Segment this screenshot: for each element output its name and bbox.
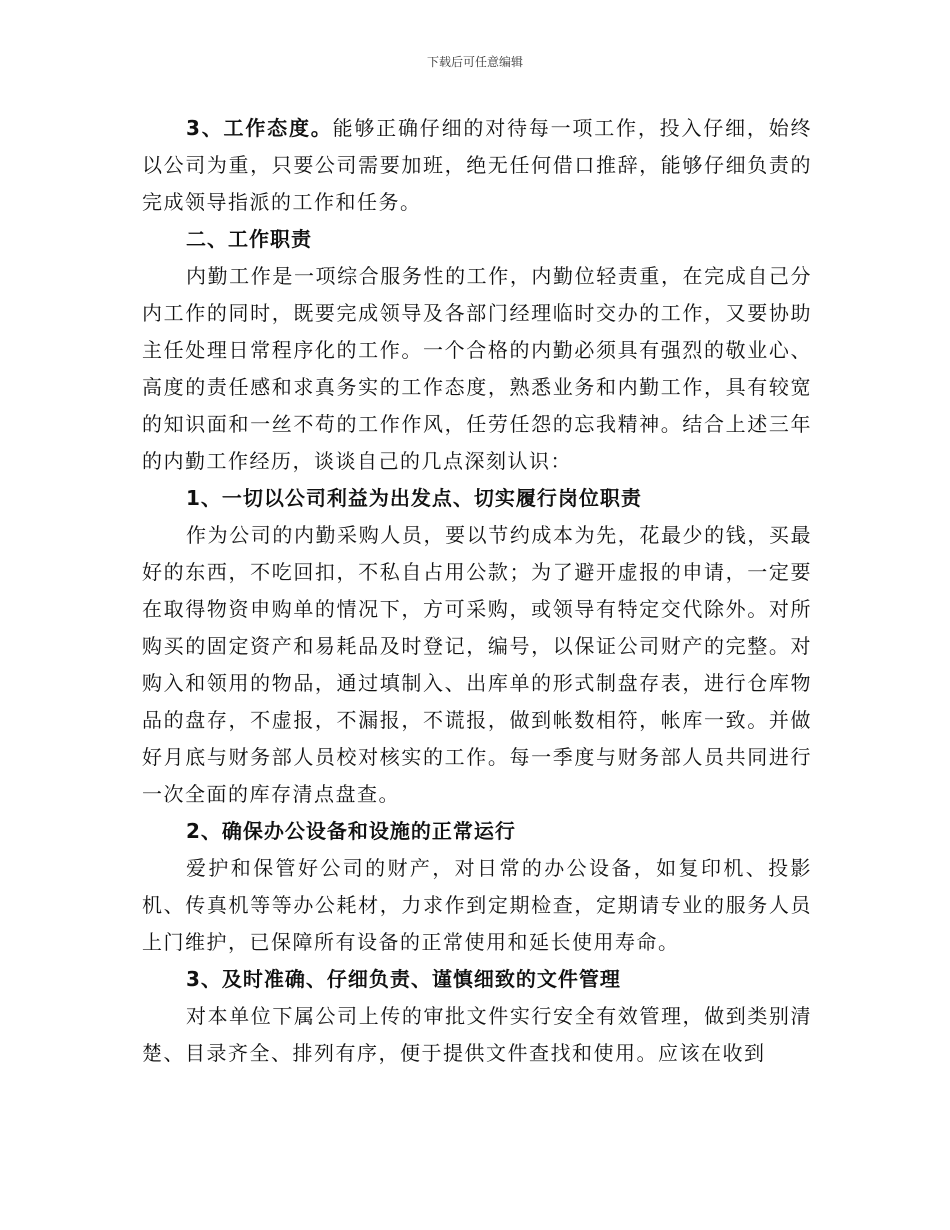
- paragraph-text: 能够正确仔细的对待每一项工作，投入仔细，始终以公司为重，只要公司需要加班，绝无任何借口推辞，能够仔细负责的完成领导指派的工作和任务。: [142, 116, 812, 214]
- subsection-heading: 3、及时准确、仔细负责、谨慎细致的文件管理: [186, 967, 621, 991]
- paragraph: 对本单位下属公司上传的审批文件实行安全有效管理，做到类别清楚、目录齐全、排列有序，便于提供文件查找和使用。应该在收到: [142, 1004, 812, 1065]
- section-heading: 二、工作职责: [186, 227, 312, 251]
- paragraph: 爱护和保管好公司的财产，对日常的办公设备，如复印机、投影机、传真机等等办公耗材，力求作到定期检查，定期请专业的服务人员上门维护，已保障所有设备的正常使用和延长使用寿命。: [142, 856, 812, 954]
- page-header: 下载后可任意编辑: [426, 55, 523, 69]
- paragraph-work-attitude: [142, 110, 812, 221]
- paragraph-lead: 3、工作态度。: [186, 116, 333, 140]
- subsection-heading: 1、一切以公司利益为出发点、切实履行岗位职责: [186, 486, 642, 510]
- subsection-heading: 2、确保办公设备和设施的正常运行: [186, 819, 516, 843]
- document-body: [142, 110, 812, 1072]
- paragraph: 作为公司的内勤采购人员，要以节约成本为先，花最少的钱，买最好的东西，不吃回扣，不私自占用公款；为了避开虚报的申请，一定要在取得物资申购单的情况下，方可采购，或领导有特定交代除外。对所购买的固定资产和易耗品及时登记，编号，以保证公司财产的完整。对购入和领用的物品，通过填制入、出库单的形式制盘存表，进行仓库物品的盘存，不虚报，不漏报，不谎报，做到帐数相符，帐库一致。并做好月底与财务部人员校对核实的工作。每一季度与财务部人员共同进行一次全面的库存清点盘查。: [142, 523, 812, 806]
- paragraph: 内勤工作是一项综合服务性的工作，内勤位轻责重，在完成自己分内工作的同时，既要完成领导及各部门经理临时交办的工作，又要协助主任处理日常程序化的工作。一个合格的内勤必须具有强烈的敬业心、高度的责任感和求真务实的工作态度，熟悉业务和内勤工作，具有较宽的知识面和一丝不苟的工作作风，任劳任怨的忘我精神。结合上述三年的内勤工作经历，谈谈自己的几点深刻认识：: [142, 264, 812, 473]
